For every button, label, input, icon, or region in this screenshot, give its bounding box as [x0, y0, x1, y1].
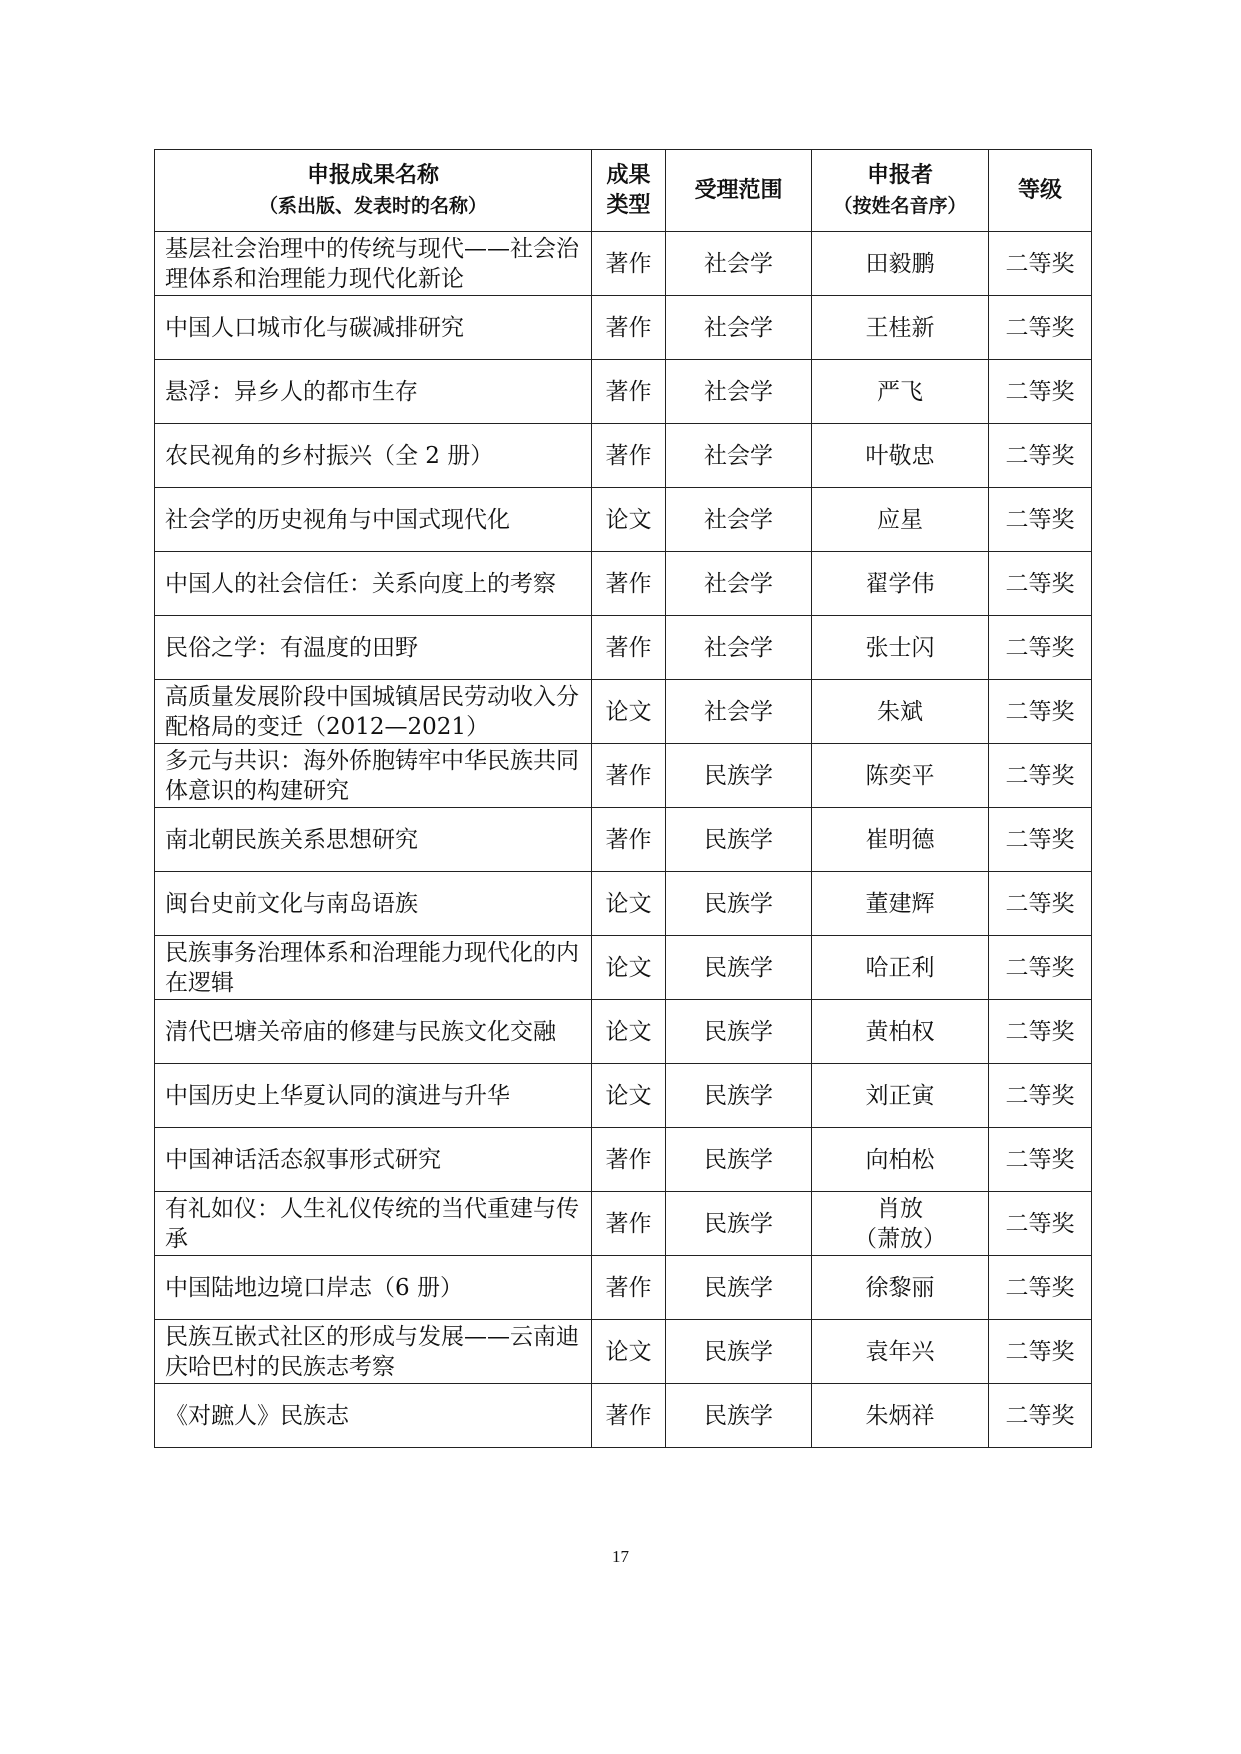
cell-scope [666, 232, 812, 296]
cell-name [155, 1384, 592, 1448]
cell-applicant-text: 哈正利 [865, 954, 935, 981]
cell-level [989, 1064, 1092, 1128]
cell-scope-text: 民族学 [704, 1338, 773, 1365]
table-row [155, 808, 1092, 872]
header-type-line2: 类型 [606, 192, 651, 218]
cell-type [592, 1000, 666, 1064]
cell-scope [666, 360, 812, 424]
cell-level [989, 232, 1092, 296]
cell-level [989, 1192, 1092, 1256]
cell-type-text: 著作 [605, 634, 652, 661]
cell-scope [666, 1064, 812, 1128]
table-row [155, 296, 1092, 360]
cell-level-text: 二等奖 [1005, 698, 1075, 725]
cell-level [989, 552, 1092, 616]
cell-applicant-text: 陈奕平 [865, 762, 935, 789]
cell-type [592, 296, 666, 360]
cell-type [592, 616, 666, 680]
cell-applicant [812, 360, 989, 424]
table-row [155, 872, 1092, 936]
cell-level-text: 二等奖 [1005, 442, 1075, 469]
cell-level [989, 744, 1092, 808]
table-row [155, 1192, 1092, 1256]
cell-name-text: 有礼如仪：人生礼仪传统的当代重建与传承 [165, 1195, 579, 1252]
cell-name [155, 232, 592, 296]
cell-level-text: 二等奖 [1005, 378, 1075, 405]
cell-applicant [812, 1128, 989, 1192]
table-row [155, 488, 1092, 552]
table-row [155, 1000, 1092, 1064]
cell-applicant-text: 王桂新 [865, 314, 935, 341]
cell-level [989, 616, 1092, 680]
cell-level-text: 二等奖 [1005, 890, 1075, 917]
cell-scope [666, 1192, 812, 1256]
header-row [155, 150, 1092, 232]
cell-applicant-text: 严飞 [877, 378, 923, 405]
cell-type-text: 著作 [605, 1274, 652, 1301]
header-level-label: 等级 [1017, 177, 1062, 203]
cell-type-text: 著作 [605, 250, 652, 277]
cell-applicant [812, 936, 989, 1000]
cell-scope [666, 808, 812, 872]
cell-type-text: 论文 [605, 1018, 652, 1045]
table-row [155, 680, 1092, 744]
cell-level-text: 二等奖 [1005, 1146, 1075, 1173]
cell-level [989, 1128, 1092, 1192]
cell-applicant [812, 424, 989, 488]
cell-name [155, 680, 592, 744]
cell-type [592, 552, 666, 616]
cell-level-text: 二等奖 [1005, 634, 1075, 661]
cell-applicant [812, 232, 989, 296]
header-level [989, 150, 1092, 232]
cell-name-text: 南北朝民族关系思想研究 [165, 826, 418, 853]
cell-name [155, 1320, 592, 1384]
cell-level [989, 1256, 1092, 1320]
cell-name [155, 296, 592, 360]
cell-type-text: 著作 [605, 314, 652, 341]
cell-scope-text: 社会学 [704, 698, 773, 725]
cell-name [155, 424, 592, 488]
cell-type [592, 744, 666, 808]
header-scope [666, 150, 812, 232]
cell-name-text: 中国陆地边境口岸志（6 册） [165, 1274, 463, 1301]
cell-name-text: 清代巴塘关帝庙的修建与民族文化交融 [165, 1018, 556, 1045]
header-scope-label: 受理范围 [694, 177, 783, 203]
table-row [155, 424, 1092, 488]
cell-applicant-text: 徐黎丽 [865, 1274, 935, 1301]
cell-level [989, 1384, 1092, 1448]
cell-name [155, 872, 592, 936]
cell-name-text: 闽台史前文化与南岛语族 [165, 890, 418, 917]
cell-scope-text: 社会学 [704, 506, 773, 533]
cell-type [592, 1256, 666, 1320]
cell-scope [666, 1320, 812, 1384]
cell-level-text: 二等奖 [1005, 1402, 1075, 1429]
cell-applicant-text: 翟学伟 [865, 570, 935, 597]
cell-name-text: 基层社会治理中的传统与现代——社会治理体系和治理能力现代化新论 [165, 235, 579, 292]
table-row [155, 360, 1092, 424]
cell-name-text: 中国神话活态叙事形式研究 [165, 1146, 441, 1173]
cell-applicant-text: 朱炳祥 [865, 1402, 935, 1429]
cell-scope [666, 1256, 812, 1320]
cell-name-text: 社会学的历史视角与中国式现代化 [165, 506, 510, 533]
cell-applicant-text: 朱斌 [877, 698, 923, 725]
cell-type [592, 1128, 666, 1192]
cell-level-text: 二等奖 [1005, 250, 1075, 277]
cell-type [592, 360, 666, 424]
cell-level-text: 二等奖 [1005, 314, 1075, 341]
cell-type [592, 936, 666, 1000]
cell-scope [666, 1384, 812, 1448]
cell-applicant-text: 叶敬忠 [865, 442, 935, 469]
cell-name-text: 中国人口城市化与碳减排研究 [165, 314, 464, 341]
cell-scope [666, 552, 812, 616]
cell-name [155, 1064, 592, 1128]
cell-scope-text: 民族学 [704, 954, 773, 981]
cell-scope [666, 872, 812, 936]
cell-type-text: 著作 [605, 1210, 652, 1237]
cell-name [155, 1192, 592, 1256]
awards-table [154, 149, 1092, 1448]
cell-name [155, 1000, 592, 1064]
cell-type [592, 1192, 666, 1256]
cell-applicant-text: 张士闪 [865, 634, 935, 661]
cell-level [989, 808, 1092, 872]
cell-scope [666, 424, 812, 488]
cell-name-text: 农民视角的乡村振兴（全 2 册） [165, 442, 494, 469]
cell-name-text: 中国历史上华夏认同的演进与升华 [165, 1082, 510, 1109]
cell-type-text: 论文 [605, 954, 652, 981]
cell-applicant-text: 崔明德 [865, 826, 935, 853]
cell-name-text: 民族事务治理体系和治理能力现代化的内在逻辑 [165, 939, 579, 996]
header-type [592, 150, 666, 232]
cell-applicant-alias: （萧放） [854, 1225, 946, 1252]
cell-level [989, 680, 1092, 744]
cell-level [989, 1000, 1092, 1064]
cell-scope-text: 社会学 [704, 314, 773, 341]
header-type-line1: 成果 [606, 162, 651, 188]
cell-scope [666, 1128, 812, 1192]
cell-applicant [812, 808, 989, 872]
cell-scope [666, 1000, 812, 1064]
cell-type [592, 1320, 666, 1384]
cell-level [989, 296, 1092, 360]
cell-type-text: 论文 [605, 698, 652, 725]
cell-type-text: 论文 [605, 1338, 652, 1365]
cell-applicant-text: 董建辉 [865, 890, 935, 917]
cell-type [592, 808, 666, 872]
cell-applicant-text: 肖放 [877, 1195, 923, 1222]
cell-applicant-text: 刘正寅 [865, 1082, 935, 1109]
cell-scope-text: 民族学 [704, 1210, 773, 1237]
cell-level [989, 872, 1092, 936]
cell-type-text: 著作 [605, 1402, 652, 1429]
cell-scope-text: 民族学 [704, 1018, 773, 1045]
header-applicant-sub: （按姓名音序） [833, 194, 967, 217]
cell-type-text: 著作 [605, 442, 652, 469]
cell-type [592, 680, 666, 744]
table-row [155, 1128, 1092, 1192]
cell-type [592, 872, 666, 936]
cell-name [155, 1128, 592, 1192]
cell-name [155, 744, 592, 808]
cell-scope-text: 民族学 [704, 890, 773, 917]
cell-name-text: 民俗之学：有温度的田野 [165, 634, 418, 661]
cell-level [989, 488, 1092, 552]
cell-applicant [812, 744, 989, 808]
cell-applicant [812, 680, 989, 744]
cell-name [155, 552, 592, 616]
cell-applicant [812, 1192, 989, 1256]
cell-applicant-text: 田毅鹏 [865, 250, 935, 277]
cell-type [592, 424, 666, 488]
cell-type-text: 著作 [605, 1146, 652, 1173]
header-applicant-label: 申报者 [866, 162, 933, 188]
cell-name-text: 悬浮：异乡人的都市生存 [165, 378, 418, 405]
cell-type-text: 论文 [605, 1082, 652, 1109]
cell-name [155, 936, 592, 1000]
cell-level-text: 二等奖 [1005, 1338, 1075, 1365]
cell-applicant-text: 黄柏权 [865, 1018, 935, 1045]
table-row [155, 1384, 1092, 1448]
cell-scope-text: 社会学 [704, 378, 773, 405]
cell-scope-text: 民族学 [704, 1402, 773, 1429]
cell-scope [666, 744, 812, 808]
cell-type-text: 论文 [605, 890, 652, 917]
cell-name [155, 808, 592, 872]
cell-name-text: 高质量发展阶段中国城镇居民劳动收入分配格局的变迁（2012—2021） [165, 683, 579, 740]
cell-scope-text: 民族学 [704, 1082, 773, 1109]
header-name-label: 申报成果名称 [306, 162, 439, 188]
cell-applicant [812, 872, 989, 936]
table-row [155, 744, 1092, 808]
cell-level [989, 424, 1092, 488]
header-applicant [812, 150, 989, 232]
cell-applicant [812, 616, 989, 680]
cell-name-text: 《对蹠人》民族志 [165, 1402, 349, 1429]
cell-scope-text: 社会学 [704, 250, 773, 277]
table-body [155, 232, 1092, 1448]
table-row [155, 1256, 1092, 1320]
cell-applicant [812, 296, 989, 360]
cell-name-text: 多元与共识：海外侨胞铸牢中华民族共同体意识的构建研究 [165, 747, 579, 804]
cell-name-text: 中国人的社会信任：关系向度上的考察 [165, 570, 556, 597]
cell-level [989, 936, 1092, 1000]
cell-scope-text: 民族学 [704, 826, 773, 853]
cell-scope [666, 488, 812, 552]
cell-level [989, 1320, 1092, 1384]
cell-applicant-text: 应星 [877, 506, 923, 533]
cell-scope-text: 社会学 [704, 634, 773, 661]
cell-applicant [812, 1384, 989, 1448]
cell-applicant [812, 1256, 989, 1320]
cell-name [155, 360, 592, 424]
cell-applicant [812, 1064, 989, 1128]
cell-level-text: 二等奖 [1005, 762, 1075, 789]
table-row [155, 232, 1092, 296]
cell-scope-text: 社会学 [704, 442, 773, 469]
cell-type [592, 232, 666, 296]
cell-applicant [812, 1320, 989, 1384]
cell-scope [666, 296, 812, 360]
header-name [155, 150, 592, 232]
table-row [155, 1320, 1092, 1384]
header-name-sub: （系出版、发表时的名称） [258, 194, 487, 217]
table-row [155, 552, 1092, 616]
cell-scope-text: 民族学 [704, 1274, 773, 1301]
cell-type-text: 论文 [605, 506, 652, 533]
cell-level [989, 360, 1092, 424]
cell-level-text: 二等奖 [1005, 506, 1075, 533]
cell-level-text: 二等奖 [1005, 1274, 1075, 1301]
table-row [155, 616, 1092, 680]
cell-applicant-text: 向柏松 [865, 1146, 935, 1173]
cell-scope [666, 616, 812, 680]
cell-level-text: 二等奖 [1005, 1210, 1075, 1237]
cell-type [592, 1384, 666, 1448]
cell-applicant [812, 552, 989, 616]
cell-scope-text: 民族学 [704, 1146, 773, 1173]
cell-applicant [812, 1000, 989, 1064]
cell-level-text: 二等奖 [1005, 570, 1075, 597]
cell-applicant-text: 袁年兴 [865, 1338, 935, 1365]
cell-type-text: 著作 [605, 378, 652, 405]
table-row [155, 1064, 1092, 1128]
page-number: 17 [612, 1547, 629, 1566]
cell-scope [666, 680, 812, 744]
cell-scope [666, 936, 812, 1000]
cell-scope-text: 民族学 [704, 762, 773, 789]
cell-name [155, 488, 592, 552]
cell-type-text: 著作 [605, 762, 652, 789]
cell-level-text: 二等奖 [1005, 1082, 1075, 1109]
cell-scope-text: 社会学 [704, 570, 773, 597]
cell-applicant [812, 488, 989, 552]
table-row [155, 936, 1092, 1000]
cell-type-text: 著作 [605, 570, 652, 597]
cell-type [592, 1064, 666, 1128]
cell-level-text: 二等奖 [1005, 826, 1075, 853]
cell-type [592, 488, 666, 552]
cell-name [155, 1256, 592, 1320]
cell-type-text: 著作 [605, 826, 652, 853]
cell-level-text: 二等奖 [1005, 954, 1075, 981]
cell-name [155, 616, 592, 680]
cell-level-text: 二等奖 [1005, 1018, 1075, 1045]
cell-name-text: 民族互嵌式社区的形成与发展——云南迪庆哈巴村的民族志考察 [165, 1323, 579, 1380]
